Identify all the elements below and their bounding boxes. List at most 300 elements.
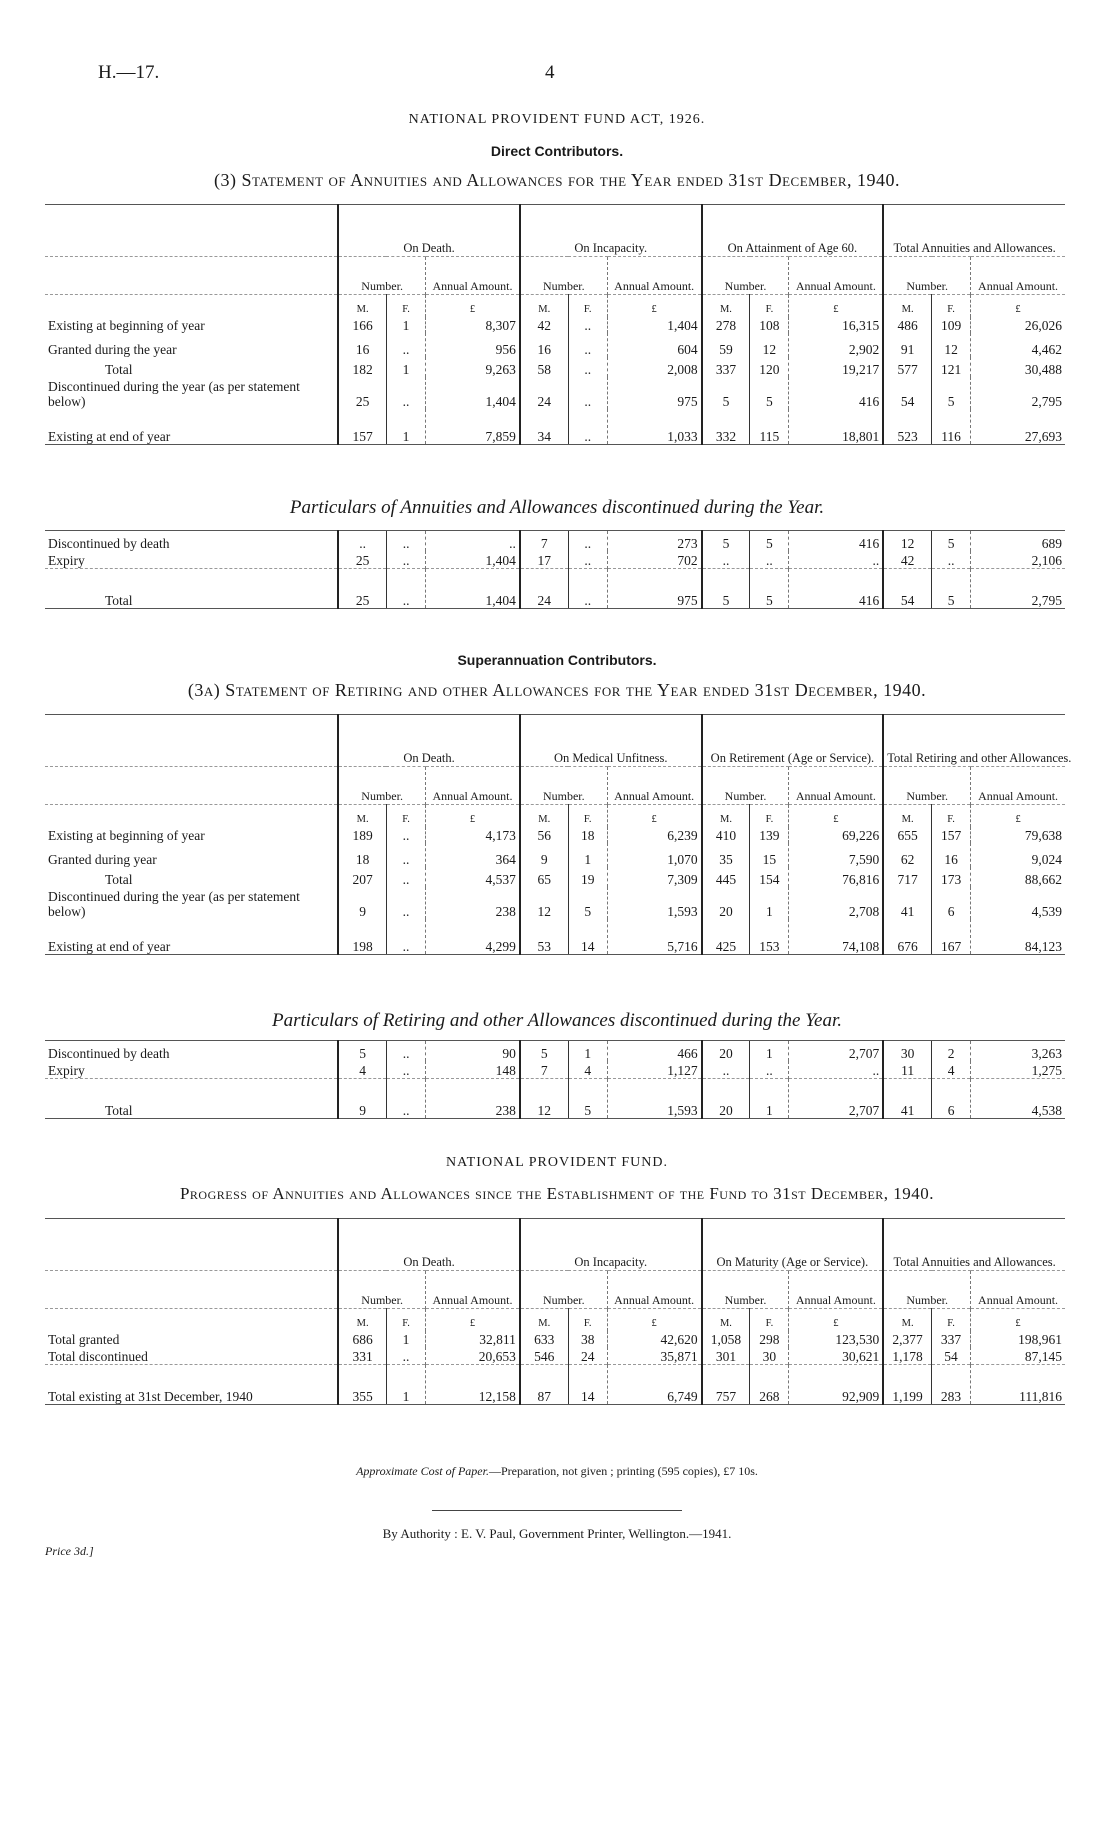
table-row	[45, 827, 1065, 843]
table-row	[45, 569, 1065, 609]
table-cell: 20	[702, 1041, 750, 1061]
particulars-1-title: Particulars of Annuities and Allowances discontinued during the Year.	[289, 497, 825, 518]
table-cell: ..	[387, 1061, 426, 1079]
table-cell: 56	[520, 827, 568, 843]
table-cell: 4,537	[426, 867, 520, 887]
table-cell: 74,108	[789, 919, 883, 955]
table-cell: 15	[750, 843, 789, 867]
table-cell: 1,404	[426, 569, 520, 609]
table-cell: 5,716	[607, 919, 701, 955]
table-cell: 16,315	[789, 317, 883, 333]
stub-header-cell	[45, 767, 338, 805]
table-row	[45, 843, 1065, 867]
table-cell: 153	[750, 919, 789, 955]
table-cell: 546	[520, 1347, 568, 1365]
table-cell: 24	[520, 377, 568, 409]
table-cell: 4,538	[971, 1079, 1065, 1119]
table-cell: 1	[750, 1041, 789, 1061]
table-cell: ..	[568, 357, 607, 377]
table-cell: 7	[520, 1061, 568, 1079]
table-cell: 5	[520, 1041, 568, 1061]
table-cell: 12	[883, 531, 931, 551]
table-cell: 6,239	[607, 827, 701, 843]
table-cell: ..	[386, 333, 425, 357]
table-cell: 2,795	[971, 569, 1065, 609]
row-label: Total	[45, 1079, 338, 1119]
number-header: Number.	[338, 767, 425, 805]
table-cell: 91	[883, 333, 931, 357]
table-cell: 198	[338, 919, 386, 955]
table-cell: 1,178	[883, 1347, 931, 1365]
sub-header-row	[45, 1271, 1065, 1309]
table-cell: 198,961	[971, 1331, 1065, 1347]
table-cell: 79,638	[971, 827, 1065, 843]
row-label: Total	[45, 569, 338, 609]
unit-pound: £	[789, 1309, 883, 1331]
table-cell: 5	[338, 1041, 386, 1061]
table-cell: 604	[607, 333, 701, 357]
table-cell: 5	[932, 531, 971, 551]
row-label: Total	[105, 871, 133, 887]
table-row	[45, 1079, 1065, 1119]
table-cell: 30,621	[789, 1347, 883, 1365]
table-cell: 88,662	[971, 867, 1065, 887]
unit-female: F.	[750, 295, 789, 317]
table-cell: 1	[386, 357, 425, 377]
table-cell: 123,530	[789, 1331, 883, 1347]
table-cell: 1,070	[607, 843, 701, 867]
group-header-row	[45, 1219, 1065, 1271]
table-cell: 1,199	[883, 1365, 931, 1405]
table-cell: 12	[520, 1079, 568, 1119]
unit-male: M.	[883, 805, 931, 827]
unit-pound: £	[971, 1309, 1065, 1331]
group-header-row	[45, 715, 1065, 767]
table-cell: 273	[607, 531, 701, 551]
table-row	[45, 1061, 1065, 1079]
table-cell: 655	[883, 827, 931, 843]
table-cell: 337	[702, 357, 750, 377]
unit-female: F.	[386, 1309, 425, 1331]
table-cell: 84,123	[971, 919, 1065, 955]
table-cell: ..	[386, 377, 425, 409]
table-cell: 207	[338, 867, 386, 887]
table-cell: ..	[568, 569, 607, 609]
table-cell: 9	[520, 843, 568, 867]
table-cell: 182	[338, 357, 386, 377]
table-row	[45, 867, 1065, 887]
annual-amount-header: Annual Amount.	[789, 257, 883, 295]
sub-header-row	[45, 767, 1065, 805]
table-cell: ..	[568, 531, 607, 551]
annual-amount-header: Annual Amount.	[607, 767, 701, 805]
table-cell: 5	[932, 377, 971, 409]
table-cell: 4,173	[426, 827, 520, 843]
table-cell: 6	[932, 1079, 971, 1119]
table-cell: 65	[520, 867, 568, 887]
progress-table	[45, 1218, 1065, 1405]
table-cell: ..	[568, 409, 607, 445]
table-cell: 331	[338, 1347, 386, 1365]
table-cell: 956	[426, 333, 520, 357]
report-code: H.—17.	[98, 62, 160, 83]
table-cell: 18	[338, 843, 386, 867]
annual-amount-header: Annual Amount.	[789, 767, 883, 805]
number-header: Number.	[883, 257, 970, 295]
table-cell: 9	[338, 887, 386, 919]
unit-male: M.	[520, 1309, 568, 1331]
table-cell: 8,307	[426, 317, 520, 333]
retiring-statement-table	[45, 714, 1072, 955]
cost-note	[40, 1464, 1074, 1479]
table-cell: 355	[338, 1365, 386, 1405]
table-cell: 410	[702, 827, 750, 843]
table-cell: 148	[426, 1061, 520, 1079]
table-cell: ..	[932, 551, 971, 569]
table-cell: 76,816	[789, 867, 883, 887]
table-cell: 20	[702, 887, 750, 919]
annual-amount-header: Annual Amount.	[426, 767, 520, 805]
table-cell: 87,145	[971, 1347, 1065, 1365]
table-cell: 32,811	[426, 1331, 520, 1347]
units-row	[45, 805, 1065, 827]
table-cell: 278	[702, 317, 750, 333]
table-cell: 298	[750, 1331, 789, 1347]
table-cell: 166	[338, 317, 386, 333]
row-label: Discontinued during the year (as per statement below)	[48, 888, 300, 919]
table-cell: 2,106	[971, 551, 1065, 569]
fund-title: NATIONAL PROVIDENT FUND.	[446, 1155, 668, 1170]
table-cell: 20,653	[426, 1347, 520, 1365]
table-cell: 11	[883, 1061, 931, 1079]
table-cell: 27,693	[971, 409, 1065, 445]
direct-contributors-heading: Direct Contributors.	[490, 143, 624, 159]
table-cell: 9	[338, 1079, 386, 1119]
number-header: Number.	[338, 257, 425, 295]
table-cell: ..	[386, 1347, 425, 1365]
table-row	[45, 409, 1065, 445]
row-label: Existing at end of year	[45, 919, 338, 955]
table-cell: ..	[702, 551, 750, 569]
cost-label: Approximate Cost of Paper.	[356, 1464, 489, 1478]
table-cell: 283	[932, 1365, 971, 1405]
table-cell: 19,217	[789, 357, 883, 377]
stub-cell	[45, 805, 338, 827]
table-cell: 9,263	[426, 357, 520, 377]
table-cell: 58	[520, 357, 568, 377]
annual-amount-header: Annual Amount.	[607, 1271, 701, 1309]
group-header: On Maturity (Age or Service).	[702, 1219, 884, 1271]
table-cell: 1	[568, 1041, 607, 1061]
table-cell: 633	[520, 1331, 568, 1347]
table-cell: 87	[520, 1365, 568, 1405]
particulars-2-title: Particulars of Retiring and other Allowances discontinued during the Year.	[272, 1010, 842, 1031]
table-row	[45, 1331, 1065, 1347]
annual-amount-header: Annual Amount.	[789, 1271, 883, 1309]
unit-female: F.	[750, 1309, 789, 1331]
table-cell: 445	[702, 867, 750, 887]
table-cell: 1	[386, 1365, 425, 1405]
table-cell: 1	[750, 1079, 789, 1119]
unit-female: F.	[932, 295, 971, 317]
number-header: Number.	[520, 257, 607, 295]
row-label: Total	[105, 361, 133, 377]
unit-male: M.	[702, 295, 750, 317]
table-cell: 30	[750, 1347, 789, 1365]
number-header: Number.	[520, 767, 607, 805]
table-cell: 38	[568, 1331, 607, 1347]
table-cell: 16	[520, 333, 568, 357]
table-cell: 5	[932, 569, 971, 609]
group-header: On Medical Unfitness.	[520, 715, 702, 767]
table-cell: 7,859	[426, 409, 520, 445]
table-cell: 157	[338, 409, 386, 445]
stub-header-cell	[45, 205, 338, 257]
table-cell: 14	[568, 919, 607, 955]
unit-female: F.	[386, 805, 425, 827]
table-cell: 5	[568, 887, 607, 919]
unit-female: F.	[568, 295, 607, 317]
row-label: Discontinued by death	[45, 531, 338, 551]
table-cell: 111,816	[971, 1365, 1065, 1405]
number-header: Number.	[338, 1271, 425, 1309]
table-cell: 5	[702, 531, 750, 551]
table-cell: 5	[702, 569, 750, 609]
number-header: Number.	[883, 767, 970, 805]
table-cell: 238	[426, 1079, 520, 1119]
table-cell: 35	[702, 843, 750, 867]
table-cell: 42,620	[607, 1331, 701, 1347]
table-cell: 702	[607, 551, 701, 569]
table-cell: 486	[883, 317, 931, 333]
table-cell: 92,909	[789, 1365, 883, 1405]
footer-rule	[432, 1510, 682, 1511]
unit-pound: £	[426, 805, 520, 827]
table-cell: 90	[426, 1041, 520, 1061]
table-cell: ..	[789, 1061, 883, 1079]
table-cell: ..	[702, 1061, 750, 1079]
table-cell: 1,275	[971, 1061, 1065, 1079]
table-cell: 7	[520, 531, 568, 551]
table-cell: 69,226	[789, 827, 883, 843]
table-cell: ..	[789, 551, 883, 569]
annual-amount-header: Annual Amount.	[971, 257, 1065, 295]
group-header: On Attainment of Age 60.	[702, 205, 884, 257]
annuities-statement-table	[45, 204, 1065, 445]
table-cell: 1,404	[607, 317, 701, 333]
unit-female: F.	[932, 805, 971, 827]
table-cell: 109	[932, 317, 971, 333]
table-cell: 1	[750, 887, 789, 919]
table-cell: 4,462	[971, 333, 1065, 357]
table-cell: ..	[568, 377, 607, 409]
table-row	[45, 333, 1065, 357]
table-cell: 717	[883, 867, 931, 887]
table-cell: 332	[702, 409, 750, 445]
table-row	[45, 531, 1065, 551]
table-row	[45, 317, 1065, 333]
table-cell: 24	[568, 1347, 607, 1365]
table-cell: 62	[883, 843, 931, 867]
table-cell: 17	[520, 551, 568, 569]
table-cell: 2,008	[607, 357, 701, 377]
row-label: Existing at beginning of year	[48, 827, 205, 843]
progress-caption: Progress of Annuities and Allowances since the Establishment of the Fund to 31st December, 1940.	[179, 1184, 935, 1203]
number-header: Number.	[702, 1271, 789, 1309]
table-cell: 238	[426, 887, 520, 919]
table-cell: 167	[932, 919, 971, 955]
table-cell: ..	[426, 531, 520, 551]
unit-pound: £	[789, 805, 883, 827]
row-label: Total discontinued	[48, 1349, 148, 1364]
table-cell: 9,024	[971, 843, 1065, 867]
table-cell: ..	[387, 531, 426, 551]
table-cell: 5	[568, 1079, 607, 1119]
annual-amount-header: Annual Amount.	[426, 257, 520, 295]
table-cell: 157	[932, 827, 971, 843]
table-cell: 5	[750, 377, 789, 409]
unit-male: M.	[520, 295, 568, 317]
row-label: Existing at end of year	[45, 409, 338, 445]
table-cell: 5	[750, 531, 789, 551]
table-cell: ..	[568, 333, 607, 357]
units-row	[45, 295, 1065, 317]
table-cell: ..	[338, 531, 386, 551]
table-row	[45, 919, 1065, 955]
table-cell: 59	[702, 333, 750, 357]
unit-female: F.	[568, 805, 607, 827]
table-cell: 26,026	[971, 317, 1065, 333]
table-cell: 2,707	[789, 1079, 883, 1119]
unit-male: M.	[702, 805, 750, 827]
unit-male: M.	[338, 805, 386, 827]
table-cell: 1,593	[607, 1079, 701, 1119]
act-title: NATIONAL PROVIDENT FUND ACT, 1926.	[408, 112, 706, 127]
table-cell: 1	[386, 1331, 425, 1347]
table-cell: 1,127	[607, 1061, 701, 1079]
unit-pound: £	[789, 295, 883, 317]
group-header: On Death.	[338, 715, 520, 767]
row-label: Granted during the year	[48, 341, 177, 357]
table-cell: 301	[702, 1347, 750, 1365]
stub-header-cell	[45, 1271, 338, 1309]
table-cell: 20	[702, 1079, 750, 1119]
unit-male: M.	[338, 295, 386, 317]
unit-female: F.	[932, 1309, 971, 1331]
group-header: Total Annuities and Allowances.	[883, 205, 1065, 257]
table-cell: ..	[387, 1041, 426, 1061]
table-cell: 25	[338, 377, 386, 409]
table-row	[45, 887, 1065, 919]
table-cell: 12	[520, 887, 568, 919]
table-cell: 2,708	[789, 887, 883, 919]
table-cell: 4,299	[426, 919, 520, 955]
unit-pound: £	[607, 295, 701, 317]
table-cell: 416	[789, 531, 883, 551]
table-row	[45, 551, 1065, 569]
unit-female: F.	[386, 295, 425, 317]
number-header: Number.	[883, 1271, 970, 1309]
table-cell: 1	[386, 317, 425, 333]
table-cell: 41	[883, 887, 931, 919]
table-row	[45, 377, 1065, 409]
table-cell: 19	[568, 867, 607, 887]
row-label: Discontinued during the year (as per statement below)	[48, 378, 300, 409]
table-cell: 42	[883, 551, 931, 569]
table-cell: 2	[932, 1041, 971, 1061]
table-cell: 2,377	[883, 1331, 931, 1347]
row-label: Expiry	[48, 1063, 85, 1078]
row-label: Discontinued by death	[45, 1041, 338, 1061]
table-cell: 4	[932, 1061, 971, 1079]
table-cell: ..	[387, 1079, 426, 1119]
table-cell: 121	[932, 357, 971, 377]
table-cell: 25	[338, 551, 386, 569]
table-cell: ..	[386, 843, 425, 867]
table-cell: 6,749	[607, 1365, 701, 1405]
table-cell: 12	[750, 333, 789, 357]
table-cell: 30	[883, 1041, 931, 1061]
group-header: On Death.	[338, 1219, 520, 1271]
table-cell: ..	[386, 827, 425, 843]
table-cell: 189	[338, 827, 386, 843]
table-cell: 16	[338, 333, 386, 357]
stub-cell	[45, 1309, 338, 1331]
stub-header-cell	[45, 1219, 338, 1271]
unit-pound: £	[971, 295, 1065, 317]
table-cell: 3,263	[971, 1041, 1065, 1061]
table-cell: ..	[750, 551, 789, 569]
price-note: Price 3d.]	[45, 1544, 94, 1558]
group-header: On Incapacity.	[520, 205, 702, 257]
table-cell: 1,404	[426, 551, 520, 569]
unit-female: F.	[750, 805, 789, 827]
table-cell: 120	[750, 357, 789, 377]
table-cell: 416	[789, 569, 883, 609]
table-cell: 41	[883, 1079, 931, 1119]
number-header: Number.	[520, 1271, 607, 1309]
group-header: On Death.	[338, 205, 520, 257]
group-header: Total Retiring and other Allowances.	[883, 715, 1065, 767]
statement-3a-caption: (3a) Statement of Retiring and other Allowances for the Year ended 31st December, 1940.	[187, 680, 927, 700]
annual-amount-header: Annual Amount.	[607, 257, 701, 295]
table-cell: ..	[386, 919, 425, 955]
table-cell: 757	[702, 1365, 750, 1405]
table-row	[45, 1347, 1065, 1365]
stub-header-cell	[45, 715, 338, 767]
unit-pound: £	[607, 1309, 701, 1331]
table-cell: 1	[568, 843, 607, 867]
table-cell: ..	[386, 867, 425, 887]
statement-3-caption: (3) Statement of Annuities and Allowances for the Year ended 31st December, 1940.	[213, 170, 900, 190]
table-cell: 686	[338, 1331, 386, 1347]
table-cell: 30,488	[971, 357, 1065, 377]
cost-text: —Preparation, not given ; printing (595 copies), £7 10s.	[488, 1464, 758, 1478]
group-header: On Incapacity.	[520, 1219, 702, 1271]
table-cell: 577	[883, 357, 931, 377]
unit-male: M.	[520, 805, 568, 827]
table-cell: 523	[883, 409, 931, 445]
table-cell: 7,590	[789, 843, 883, 867]
table-cell: 689	[971, 531, 1065, 551]
table-cell: 54	[883, 377, 931, 409]
stub-header-cell	[45, 257, 338, 295]
table-cell: 116	[932, 409, 971, 445]
table-cell: 14	[568, 1365, 607, 1405]
table-cell: 5	[702, 377, 750, 409]
annual-amount-header: Annual Amount.	[971, 1271, 1065, 1309]
table-cell: 6	[932, 887, 971, 919]
